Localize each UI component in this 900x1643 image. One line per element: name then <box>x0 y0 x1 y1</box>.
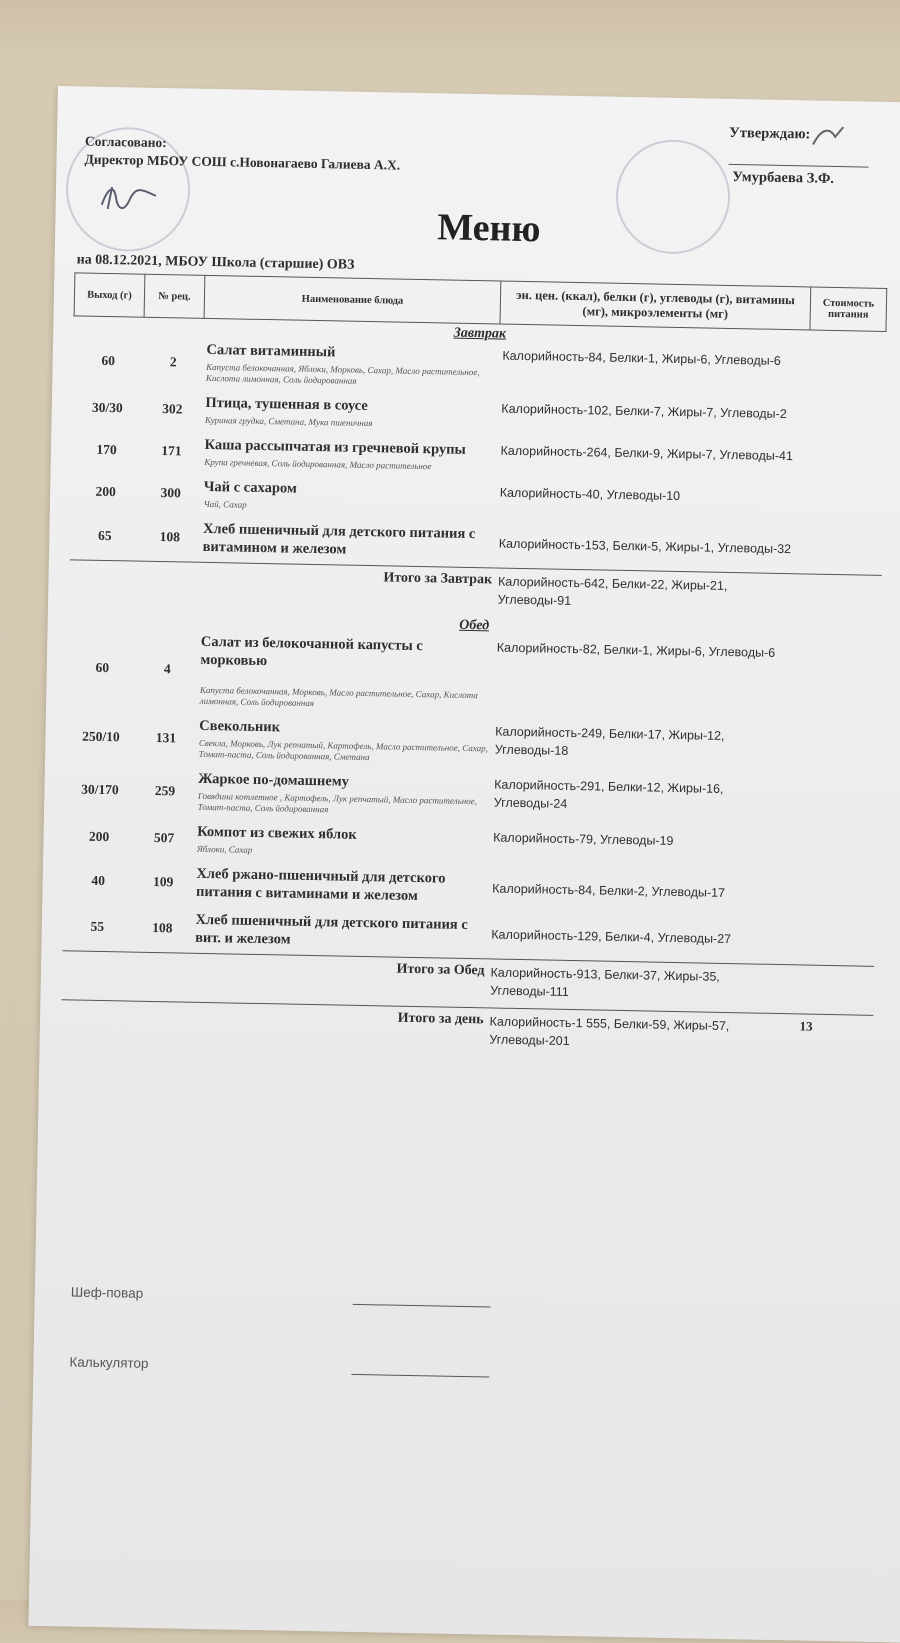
day-total-cost: 13 <box>796 1014 873 1064</box>
dish-ingredients: Свекла, Морковь, Лук репчатый, Картофель, Масло растительное, Сахар, Томат-паста, Соль йодированная, Сметана <box>198 737 489 763</box>
dish-nutrition: Калорийность-291, Белки-12, Жиры-16, Углеводы-24 <box>493 777 724 811</box>
dish-name: Хлеб ржано-пшеничный для детского питания с витаминами и железом <box>195 865 446 905</box>
menu-subtitle: на 08.12.2021, МБОУ Школа (старшие) ОВЗ <box>76 252 355 273</box>
dish-output: 250/10 <box>82 728 120 744</box>
dish-nutrition: Калорийность-40, Углеводы-10 <box>499 485 681 504</box>
dish-nutrition: Калорийность-84, Белки-2, Углеводы-17 <box>492 881 726 900</box>
dish-name: Чай с сахаром <box>203 478 297 497</box>
dish-name: Каша рассыпчатая из гречневой крупы <box>204 436 466 458</box>
header-dish-name: Наименование блюда <box>204 275 501 324</box>
dish-recipe: 2 <box>169 353 177 369</box>
director-signature <box>93 179 164 220</box>
approver-signature <box>809 122 850 153</box>
dish-output: 200 <box>88 828 110 845</box>
stamp-right <box>615 139 731 255</box>
dish-ingredients: Капуста белокочанная, Яблоки, Морковь, Сахар, Масло растительное, Кислота лимонная, Соль йодированная <box>205 361 480 386</box>
section-title: Обед <box>459 617 490 634</box>
dish-ingredients: Говядина котлетное , Картофель, Лук репчатый, Масло растительное, Томат-паста, Соль йодированная <box>197 790 478 815</box>
dish-recipe: 109 <box>152 873 174 890</box>
dish-ingredients: Куриная грудка, Сметана, Мука пшеничная <box>205 414 373 429</box>
chef-label: Шеф-повар <box>70 1284 144 1301</box>
dish-nutrition: Калорийность-264, Белки-9, Жиры-7, Углеводы-41 <box>500 443 794 464</box>
day-total-label: Итого за день <box>60 1000 487 1057</box>
dish-name: Свекольник <box>199 717 281 736</box>
dish-output: 200 <box>95 483 116 500</box>
dish-ingredients: Крупа гречневая, Соль йодированная, Масло растительное <box>204 456 432 472</box>
approved-signer: Умурбаева З.Ф. <box>732 168 835 187</box>
dish-name: Компот из свежих яблок <box>197 823 357 843</box>
dish-recipe: 171 <box>161 443 182 459</box>
dish-recipe: 4 <box>163 661 171 677</box>
dish-output: 65 <box>97 527 112 544</box>
header-cost: Стоимость питания <box>810 287 887 331</box>
menu-sheet <box>28 86 900 1643</box>
table-row <box>67 626 880 726</box>
agreed-label: Согласовано: <box>84 133 167 151</box>
agreed-signer: Директор МБОУ СОШ с.Новонагаево Галиева А.Х. <box>84 151 401 173</box>
approved-label: Утверждаю: <box>729 124 811 143</box>
header-nutrition: эн. цен. (ккал), белки (г), углеводы (г), витамины (мг), микроэлементы (мг) <box>500 281 811 330</box>
header-output: Выход (г) <box>74 273 145 317</box>
dish-name: Салат витаминный <box>206 341 336 361</box>
dish-nutrition: Калорийность-82, Белки-1, Жиры-6, Углеводы-6 <box>496 640 776 660</box>
total-value: Калорийность-913, Белки-37, Жиры-35, Углеводы-111 <box>487 959 798 1014</box>
calculator-signature-line <box>351 1374 489 1378</box>
dish-name: Жаркое по-домашнему <box>198 770 350 790</box>
dish-output: 60 <box>101 352 116 368</box>
dish-output: 170 <box>96 441 117 458</box>
total-label: Итого за Обед <box>61 951 488 1008</box>
day-total-value: Калорийность-1 555, Белки-59, Жиры-57, Углеводы-201 <box>486 1008 797 1062</box>
menu-table <box>60 272 888 1063</box>
total-value: Калорийность-642, Белки-22, Жиры-21, Углеводы-91 <box>494 568 805 622</box>
dish-nutrition: Калорийность-249, Белки-17, Жиры-12, Углеводы-18 <box>494 724 725 758</box>
header-recipe: № рец. <box>144 274 205 318</box>
dish-recipe: 507 <box>153 829 175 846</box>
dish-name: Хлеб пшеничный для детского питания с вит. и железом <box>195 911 468 948</box>
dish-name: Салат из белокочанной капусты с морковью <box>200 633 423 670</box>
dish-nutrition: Калорийность-153, Белки-5, Жиры-1, Углеводы-32 <box>498 536 792 557</box>
total-label: Итого за Завтрак <box>68 560 495 617</box>
dish-recipe: 300 <box>160 485 181 501</box>
dish-output: 55 <box>90 918 105 935</box>
approved-signature-line <box>729 164 869 168</box>
dish-ingredients: Яблоки, Сахар <box>196 843 253 855</box>
dish-ingredients: Капуста белокочанная, Морковь, Масло растительное, Сахар, Кислота лимонная, Соль йодированная <box>199 684 478 709</box>
dish-output: 30/30 <box>91 399 123 416</box>
dish-name: Хлеб пшеничный для детского питания с витамином и железом <box>202 520 476 558</box>
agreed-block <box>84 133 400 175</box>
dish-output: 40 <box>91 872 106 889</box>
dish-recipe: 131 <box>155 729 177 745</box>
dish-recipe: 259 <box>154 782 176 798</box>
dish-nutrition: Калорийность-79, Углеводы-19 <box>493 830 674 848</box>
dish-nutrition: Калорийность-102, Белки-7, Жиры-7, Углеводы-2 <box>501 401 787 422</box>
dish-recipe: 108 <box>152 919 173 936</box>
dish-recipe: 302 <box>162 401 183 417</box>
dish-recipe: 108 <box>159 529 181 545</box>
page-title: Меню <box>436 206 541 251</box>
dish-ingredients: Чай, Сахар <box>203 498 247 510</box>
dish-output: 60 <box>95 659 110 676</box>
dish-name: Птица, тушенная в соусе <box>205 394 368 415</box>
calculator-label: Калькулятор <box>69 1354 149 1371</box>
dish-nutrition: Калорийность-129, Белки-4, Углеводы-27 <box>491 927 732 947</box>
section-title: Завтрак <box>453 325 507 342</box>
chef-signature-line <box>353 1304 491 1308</box>
dish-nutrition: Калорийность-84, Белки-1, Жиры-6, Углеводы-6 <box>502 348 781 368</box>
dish-output: 30/170 <box>81 781 119 797</box>
